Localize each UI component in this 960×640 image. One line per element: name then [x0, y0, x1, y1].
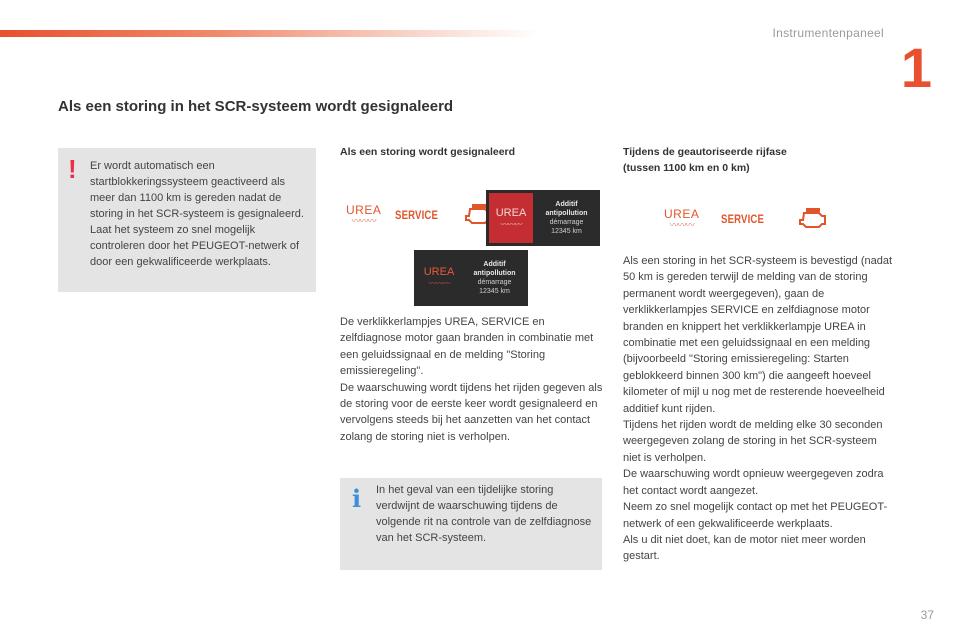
service-lamp: SERVICE — [721, 212, 765, 226]
display-screen-2 — [414, 250, 528, 306]
middle-lamp-row — [346, 204, 493, 226]
exclamation-icon: ! — [68, 154, 77, 184]
engine-check-icon — [797, 208, 827, 230]
display-message: Additif antipollution démarrage 12345 km — [545, 201, 588, 235]
info-box — [340, 478, 602, 570]
right-paragraph: Als een storing in het SCR-systeem is bevestigd (nadat 50 km is gereden terwijl de melding van de storing permanent wordt weergegeven), gaan de verklikkerlampjes SERVICE en zelfdiagnose motor branden en knippert het verklikkerlampje UREA in combinatie met een geluidssignaal en een melding (bijvoorbeeld "Storing emissieregeling: Starten geblokkeerd binnen 300 km") die aangeeft hoeveel kilometer of mijl u nog met de resterende hoeveelheid additief kunt rijden. Tijdens het rijden wordt de melding elke 30 seconden weergegeven zolang de storing in het SCR-systeem niet is verholpen. De waarschuwing wordt opnieuw weergegeven zodra het contact wordt aangezet. Neem zo snel mogelijk contact op met het PEUGEOT-netwerk of een gekwalificeerde werkplaats. Als u dit niet doet, kan de motor niet meer worden gestart. — [623, 255, 893, 563]
chapter-number: 1 — [900, 36, 932, 99]
urea-red-indicator: UREA 〰〰〰 — [489, 193, 533, 243]
right-lamp-row — [664, 208, 827, 230]
info-icon: i — [352, 484, 362, 513]
warning-text: Er wordt automatisch een startblokkeringssysteem geactiveerd als meer dan 1100 km is gereden nadat de storing in het SCR-systeem is gesignaleerd. Laat het systeem zo snel mogelijk controleren door het PEUGEOT-netwerk of door een gekwalificeerde werkplaats. — [90, 160, 304, 268]
urea-lamp: UREA 〰〰〰 — [664, 207, 700, 230]
urea-lamp: UREA 〰〰〰 — [346, 203, 382, 226]
display-message: Additif antipollution démarrage 12345 km — [473, 261, 516, 295]
section-label: Instrumentenpaneel — [772, 26, 884, 40]
middle-heading: Als een storing wordt gesignaleerd — [340, 146, 516, 158]
right-heading-line2: (tussen 1100 km en 0 km) — [623, 162, 750, 174]
service-lamp: SERVICE — [395, 208, 439, 222]
right-heading-line1: Tijdens de geautoriseerde rijfase — [623, 146, 787, 158]
page-title: Als een storing in het SCR-systeem wordt gesignaleerd — [58, 98, 454, 115]
info-text: In het geval van een tijdelijke storing verdwijnt de waarschuwing tijdens de volgende rit na controle van de zelfdiagnose van het SCR-systeem. — [376, 484, 592, 544]
header-accent-bar — [0, 30, 540, 37]
middle-paragraph: De verklikkerlampjes UREA, SERVICE en zelfdiagnose motor gaan branden in combinatie met een geluidssignaal en de melding "Storing emissieregeling". De waarschuwing wordt tijdens het rijden gegeven als de storing voor de eerste keer wordt gesignaleerd en vervolgens steeds bij het aanzetten van het contact zolang de storing niet is verholpen. — [340, 316, 603, 443]
urea-indicator: UREA 〰〰〰 — [423, 266, 455, 288]
page-number: 37 — [920, 608, 934, 622]
warning-box — [58, 148, 316, 292]
display-screen-1 — [486, 190, 600, 246]
